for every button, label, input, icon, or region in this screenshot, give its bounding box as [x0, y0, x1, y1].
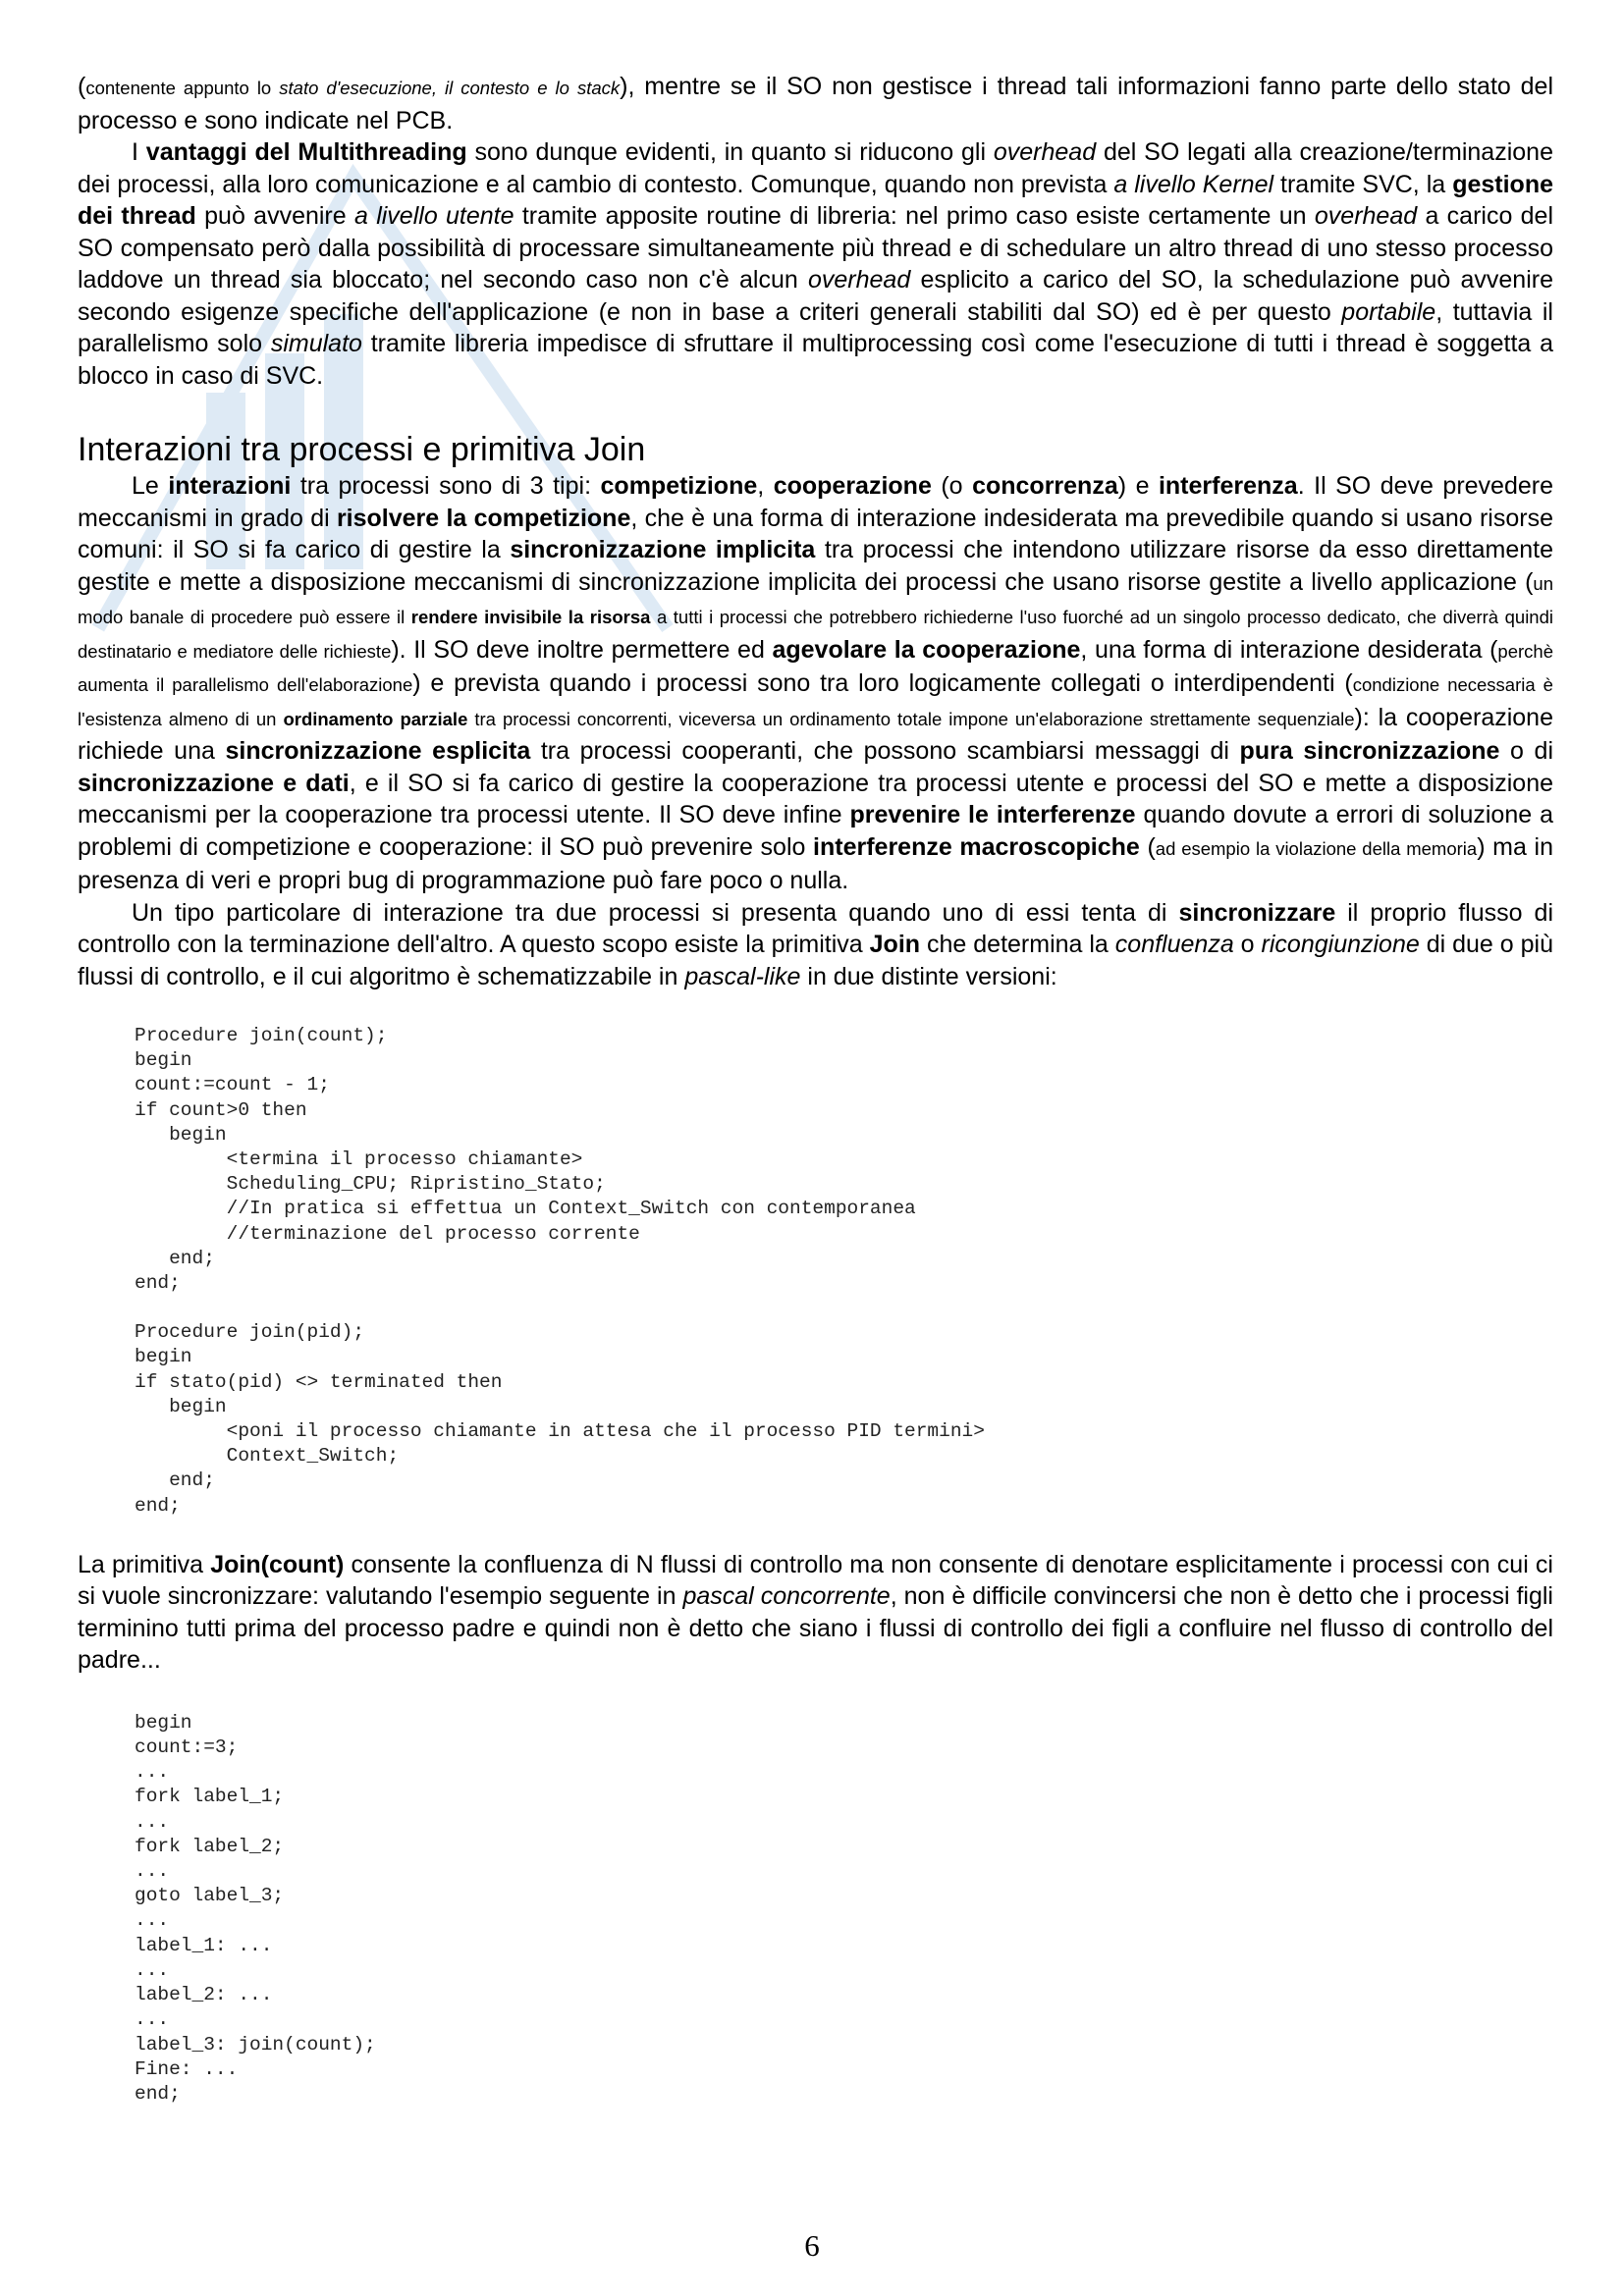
code-join-count: Procedure join(count); begin count:=count - 1; if count>0 then begin <termina il processo chiamante> Scheduling_CPU; Ripristino_Stato; //In pratica si effettua un Context_Switch con contemporanea //terminazione del processo corrente end; end; — [135, 1025, 916, 1295]
paragraph-join-count: La primitiva Join(count) consente la confluenza di N flussi di controllo ma non consente di denotare esplicitamente i processi con cui ci si vuole sincronizzare: valutando l'esempio seguente in pascal concorrente, non è difficile convincersi che non è detto che i processi figli terminino tutti prima del processo padre e quindi non è detto che siano i flussi di controllo dei figli a confluire nel flusso di controllo del padre... — [78, 1550, 1553, 1675]
paragraph-continuation: (contenente appunto lo stato d'esecuzione, il contesto e lo stack), mentre se il SO non gestisce i thread tali informazioni fanno parte dello stato del processo e sono indicate nel PCB. — [78, 73, 1553, 134]
paragraph-join-intro: Un tipo particolare di interazione tra due processi si presenta quando uno di essi tenta di sincronizzare il proprio flusso di controllo con la terminazione dell'altro. A questo scopo esiste la primitiva Join che determina la confluenza o ricongiunzione di due o più flussi di controllo, e il cui algoritmo è schematizzabile in pascal-like in due distinte versioni: — [78, 898, 1554, 990]
paragraph-interazioni: Le interazioni tra processi sono di 3 tipi: competizione, cooperazione (o concorrenza) e interferenza. Il SO deve prevedere meccanismi in grado di risolvere la competizione, che è una forma di interazione indesiderata ma prevedibile quando si usano risorse comuni: il SO si fa carico di gestire la sincronizzazione implicita tra processi che intendono utilizzare risorse da esso direttamente gestite e mette a disposizione meccanismi di sincronizzazione implicita dei processi che usano risorse gestite a livello applicazione (un modo banale di procedere può essere il rendere invisibile la risorsa a tutti i processi che potrebbero richiederne l'uso fuorché ad un singolo processo dedicato, che diverrà quindi destinatario e mediatore delle richieste). Il SO deve inoltre permettere ed agevolare la cooperazione, una forma di interazione desiderata (perchè aumenta il parallelismo dell'elaborazione) e prevista quando i processi sono tra loro logicamente collegati o interdipendenti (condizione necessaria è l'esistenza almeno di un ordinamento parziale tra processi concorrenti, viceversa un ordinamento totale impone un'elaborazione strettamente sequenziale): la cooperazione richiede una sincronizzazione esplicita tra processi cooperanti, che possono scambiarsi messaggi di pura sincronizzazione o di sincronizzazione e dati, e il SO si fa carico di gestire la cooperazione tra processi utente e processi del SO e mette a disposizione meccanismi per la cooperazione tra processi utente. Il SO deve infine prevenire le interferenze quando dovute a errori di soluzione a problemi di competizione e cooperazione: il SO può prevenire solo interferenze macroscopiche (ad esempio la violazione della memoria) ma in presenza di veri e propri bug di programmazione può fare poco o nulla. — [78, 472, 1554, 894]
code-example-fork: begin count:=3; ... fork label_1; ... fork label_2; ... goto label_3; ... label_1: ... ... label_2: ... ... label_3: join(count); Fine: ... end; — [135, 1711, 376, 2105]
page-number: 6 — [804, 2228, 820, 2263]
section-heading: Interazioni tra processi e primitiva Join — [78, 431, 646, 468]
paragraph-multithreading: I vantaggi del Multithreading sono dunque evidenti, in quanto si riducono gli overhead del SO legati alla creazione/terminazione dei processi, alla loro comunicazione e al cambio di contesto. Comunque, quando non prevista a livello Kernel tramite SVC, la gestione dei thread può avvenire a livello utente tramite apposite routine di libreria: nel primo caso esiste certamente un overhead a carico del SO compensato però dalla possibilità di processare simultaneamente più thread e di schedulare un altro thread di uno stesso processo laddove un thread sia bloccato; nel secondo caso non c'è alcun overhead esplicito a carico del SO, la schedulazione può avvenire secondo esigenze specifiche dell'applicazione (e non in base a criteri generali stabiliti dal SO) ed è per questo portabile, tuttavia il parallelismo solo simulato tramite libreria impedisce di sfruttare il multiprocessing così come l'esecuzione di tutti i thread è soggetta a blocco in caso di SVC. — [78, 138, 1554, 390]
document-page — [78, 71, 1553, 2107]
code-join-pid: Procedure join(pid); begin if stato(pid) <> terminated then begin <poni il processo chiamante in attesa che il processo PID termini> Context_Switch; end; end; — [135, 1321, 985, 1517]
